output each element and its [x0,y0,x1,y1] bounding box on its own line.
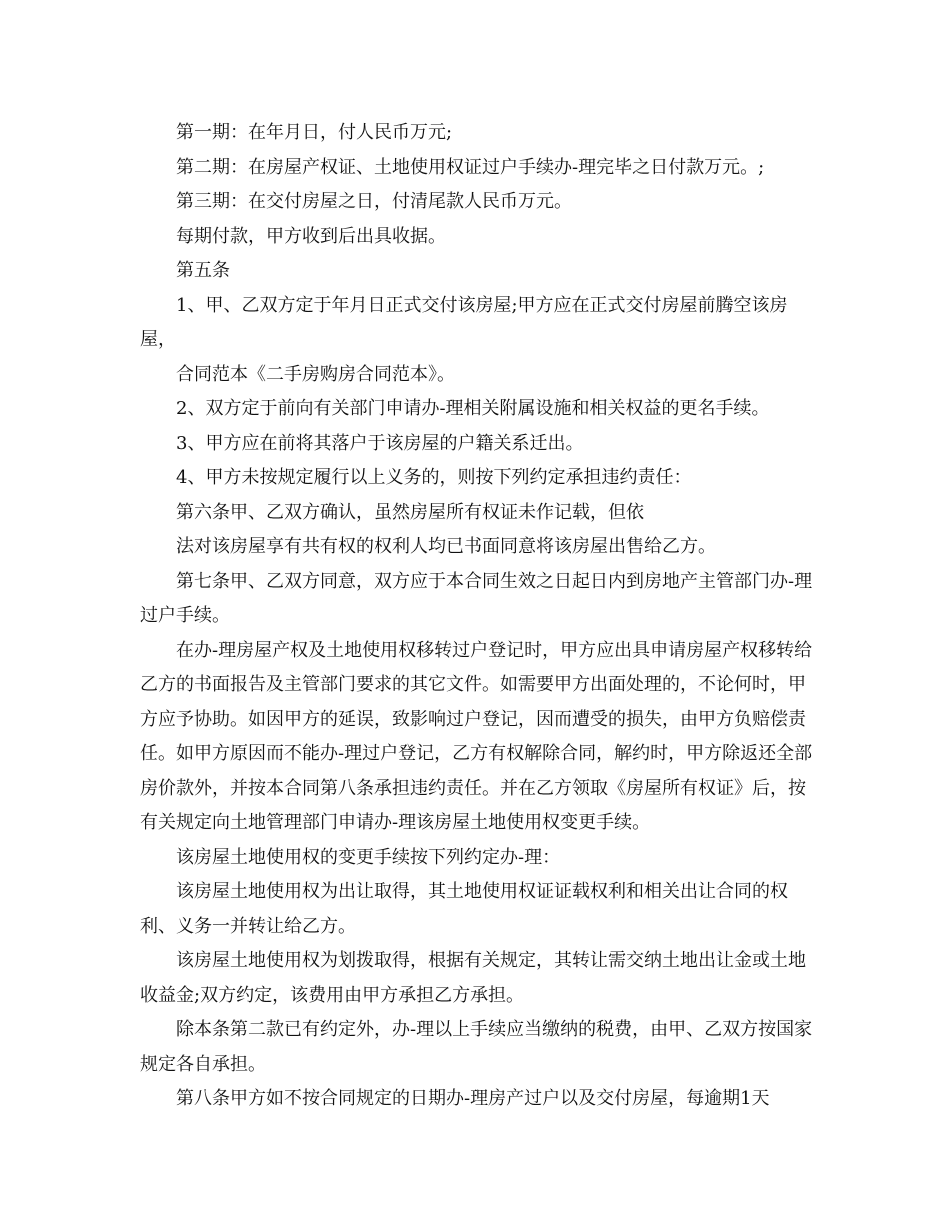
document-body [140,116,820,1117]
land-use-transfer-paragraph: 该房屋土地使用权为出让取得，其土地使用权证证载权利和相关出让合同的权利、义务一并转让给乙方。 [140,881,788,937]
paragraph-payment-3: 第三期：在交付房屋之日，付清尾款人民币万元。 [176,191,572,212]
article-5-heading: 第五条 [176,260,230,281]
article-6-line-2: 法对该房屋享有共有权的权利人均已书面同意将该房屋出售给乙方。 [176,536,716,557]
article-8: 第八条甲方如不按合同规定的日期办-理房产过户以及交付房屋，每逾期1天 [176,1088,770,1109]
article-5-item-1: 1、甲、乙双方定于年月日正式交付该房屋;甲方应在正式交付房屋前腾空该房屋， [140,294,788,350]
taxes-paragraph: 除本条第二款已有约定外，办-理以上手续应当缴纳的税费，由甲、乙双方按国家规定各自承担。 [140,1019,813,1075]
paragraph-receipt: 每期付款，甲方收到后出具收据。 [176,225,446,247]
article-5-item-3: 3、甲方应在前将其落户于该房屋的户籍关系迁出。 [176,432,584,454]
article-6-line-1: 第六条甲、乙双方确认，虽然房屋所有权证未作记载，但依 [176,501,644,523]
transfer-registration-paragraph: 在办-理房屋产权及土地使用权移转过户登记时，甲方应出具申请房屋产权移转给乙方的书面报告及主管部门要求的其它文件。如需要甲方出面处理的，不论何时，甲方应予协助。如因甲方的延误，致影响过户登记，因而遭受的损失，由甲方负赔偿责任。如甲方原因而不能办-理过户登记，乙方有权解除合同，解约时，甲方除返还全部房价款外，并按本合同第八条承担违约责任。并在乙方领取《房屋所有权证》后，按有关规定向土地管理部门申请办-理该房屋土地使用权变更手续。 [140,639,813,833]
article-5-item-2: 2、双方定于前向有关部门申请办-理相关附属设施和相关权益的更名手续。 [176,398,770,419]
land-use-change-intro: 该房屋土地使用权的变更手续按下列约定办-理： [176,846,561,868]
paragraph-payment-2: 第二期：在房屋产权证、土地使用权证过户手续办-理完毕之日付款万元。; [176,156,765,178]
paragraph-payment-1: 第一期：在年月日，付人民币万元; [176,122,453,143]
article-5-item-4: 4、甲方未按规定履行以上义务的，则按下列约定承担违约责任： [176,467,692,488]
contract-template-note: 合同范本《二手房购房合同范本》。 [176,363,455,385]
land-use-allocated-paragraph: 该房屋土地使用权为划拨取得，根据有关规定，其转让需交纳土地出让金或土地收益金;双方约定，该费用由甲方承担乙方承担。 [140,950,806,1006]
article-7: 第七条甲、乙双方同意，双方应于本合同生效之日起日内到房地产主管部门办-理过户手续。 [140,570,813,626]
